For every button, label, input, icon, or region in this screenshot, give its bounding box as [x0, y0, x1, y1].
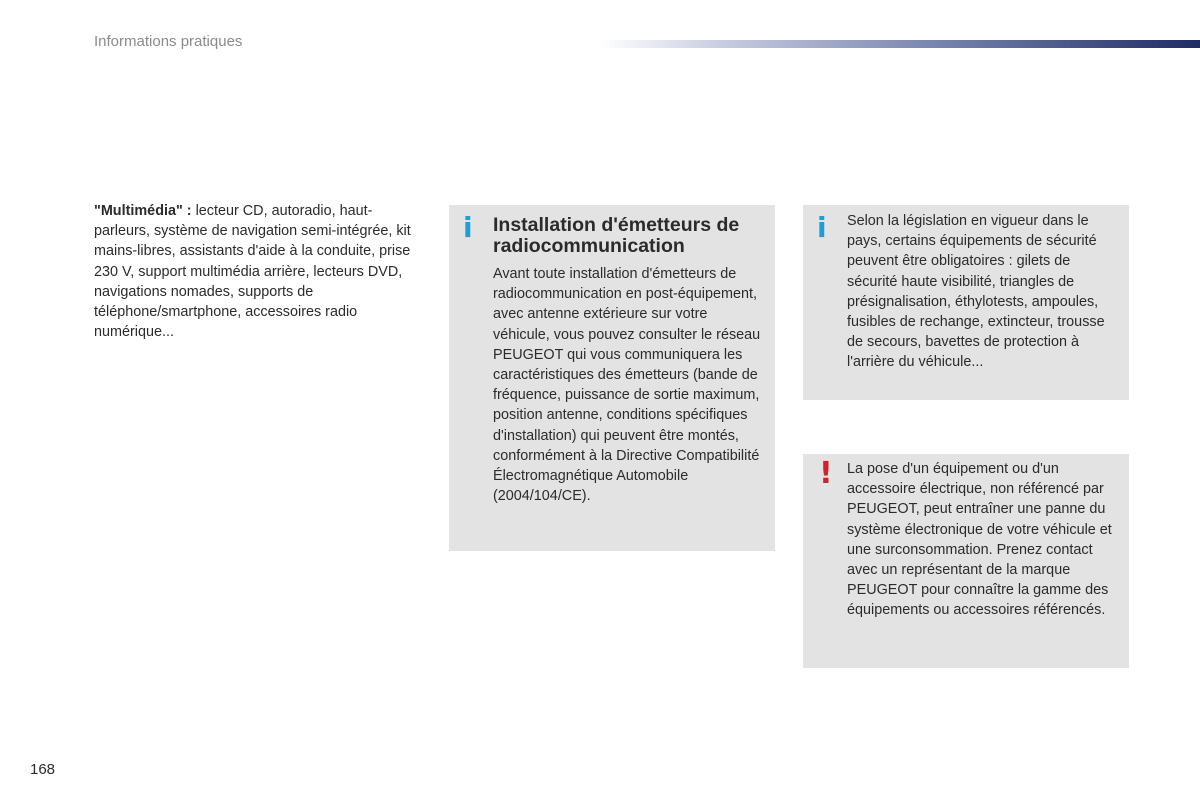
multimedia-label: "Multimédia" :	[94, 203, 192, 219]
section-title: Informations pratiques	[94, 33, 243, 50]
warning-box-text: La pose d'un équipement ou d'un accessoire électrique, non référencé par PEUGEOT, peut entraîner une panne du système électronique de votre véhicule et une surconsommation. Prenez contact avec un représentant de la marque PEUGEOT pour connaître la gamme des équipements ou accessoires référencés.	[847, 461, 1112, 619]
warning-icon: !	[819, 456, 833, 491]
info-icon: i	[817, 211, 827, 244]
info-box-legal-equipment	[803, 205, 1129, 400]
page-number: 168	[30, 761, 56, 778]
header-gradient-bar	[600, 40, 1200, 48]
warning-box-electrical-accessory	[803, 454, 1129, 668]
info-box-title: Installation d'émetteurs de radiocommunication	[493, 214, 740, 257]
multimedia-text: lecteur CD, autoradio, haut-parleurs, système de navigation semi-intégrée, kit mains-libres, assistants d'aide à la conduite, prise 230 V, support multimédia arrière, lecteurs DVD, navigations nomades, supports de téléphone/smartphone, accessoires radio numérique...	[94, 203, 411, 341]
info-box-text: Avant toute installation d'émetteurs de radiocommunication en post-équipement, avec antenne extérieure sur votre véhicule, vous pouvez consulter le réseau PEUGEOT qui vous communiquera les caractéristiques des émetteurs (bande de fréquence, puissance de sortie maximum, position antenne, conditions spécifiques d'installation) qui peuvent être montés, conformément à la Directive Compatibilité Électromagnétique Automobile (2004/104/CE).	[493, 266, 761, 505]
info-box-text: Selon la législation en vigueur dans le pays, certains équipements de sécurité peuvent être obligatoires : gilets de sécurité haute visibilité, triangles de présignalisation, éthylotests, ampoules, fusibles de rechange, extincteur, trousse de secours, bavettes de protection à l'arrière du véhicule...	[847, 213, 1105, 371]
multimedia-paragraph	[94, 201, 424, 342]
info-icon: i	[463, 211, 473, 244]
info-box-radio-emitters	[449, 205, 775, 551]
